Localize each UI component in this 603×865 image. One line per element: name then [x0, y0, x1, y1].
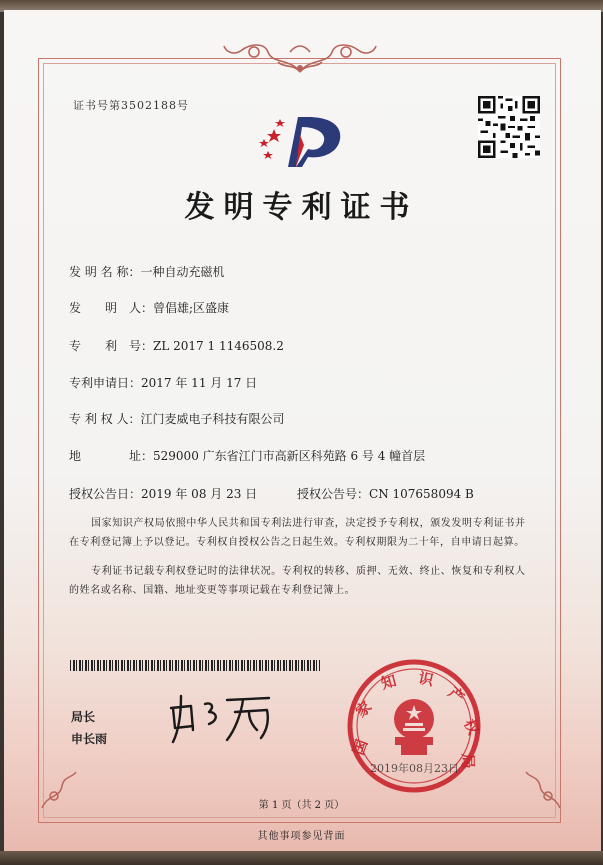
address-label: 地 址： [69, 449, 154, 463]
certificate-number: 证书号第3502188号 [73, 99, 189, 112]
svg-text:权: 权 [460, 716, 483, 738]
grant-date-value: 2019 年 08 月 23 日 [141, 487, 258, 501]
patentee-value: 江门麦威电子科技有限公司 [140, 412, 285, 426]
field-invention-name [69, 263, 224, 280]
seal-date: 2019年08月23日 [370, 762, 459, 775]
field-address [69, 447, 425, 464]
svg-text:识: 识 [416, 668, 436, 690]
patent-office-emblem-icon [252, 105, 348, 173]
svg-text:家: 家 [352, 697, 376, 721]
grant-number-value: CN 107658094 B [369, 487, 474, 501]
handwritten-signature [165, 690, 285, 746]
inventor-value: 曾倡雄;区盛康 [153, 301, 230, 315]
invention-name-value: 一种自动充磁机 [140, 265, 225, 279]
svg-text:产: 产 [444, 683, 468, 707]
filing-date-value: 2017 年 11 月 17 日 [141, 376, 258, 390]
filing-date-label: 专利申请日： [69, 376, 142, 390]
certificate-title: 发明专利证书 [184, 190, 419, 225]
top-ornament-icon [220, 38, 380, 76]
frame-bottom [0, 851, 603, 865]
director-title: 局长 [71, 710, 96, 724]
address-value: 529000 广东省江门市高新区科苑路 6 号 4 幢首层 [153, 449, 426, 463]
field-filing-date [69, 374, 257, 391]
body-paragraph-1: 国家知识产权局依照中华人民共和国专利法进行审查，决定授予专利权，颁发发明专利证书并在专利登记簿上予以登记。专利权自授权公告之日起生效。专利权期限为二十年，自申请日起算。 [69, 518, 526, 548]
svg-text:局: 局 [459, 753, 477, 769]
inventor-label: 发 明 人： [69, 301, 154, 315]
page-number: 第 1 页（共 2 页） [258, 800, 345, 811]
grant-date-label: 授权公告日： [69, 487, 142, 501]
field-grant-date [69, 485, 257, 502]
svg-text:国: 国 [349, 737, 372, 758]
footer-note: 其他事项参见背面 [257, 831, 346, 842]
svg-text:知: 知 [379, 671, 399, 693]
field-grant-number [297, 485, 474, 502]
patent-number-label: 专 利 号： [69, 339, 154, 353]
invention-name-label: 发 明 名 称： [69, 265, 141, 279]
field-patentee [69, 410, 284, 427]
field-patent-number [69, 337, 284, 354]
qr-code-icon [478, 96, 540, 158]
barcode-icon [70, 660, 320, 671]
grant-number-label: 授权公告号： [297, 487, 370, 501]
director-name: 申长雨 [71, 732, 108, 746]
patentee-label: 专 利 权 人： [69, 412, 141, 426]
patent-number-value: ZL 2017 1 1146508.2 [153, 339, 284, 353]
field-inventor [69, 299, 229, 316]
body-paragraph-2: 专利证书记载专利权登记时的法律状况。专利权的转移、质押、无效、终止、恢复和专利权人的姓名或名称、国籍、地址变更等事项记载在专利登记簿上。 [69, 566, 526, 596]
